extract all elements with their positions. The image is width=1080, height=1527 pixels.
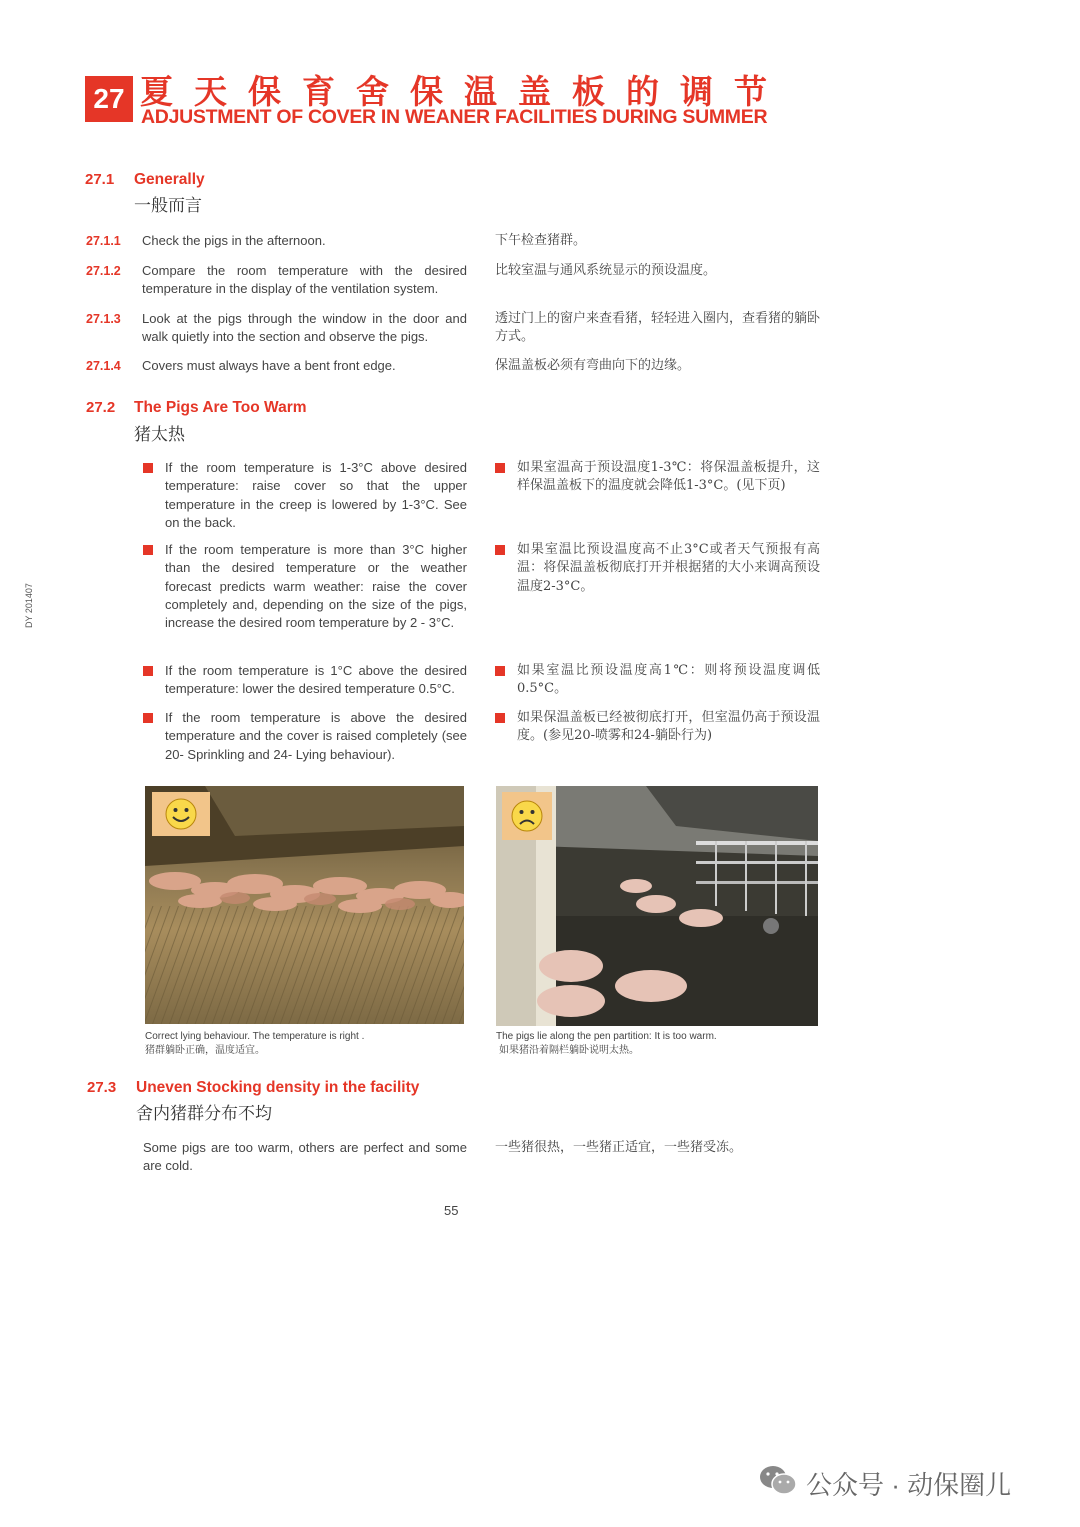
wechat-icon [758, 1463, 798, 1504]
bullet-text-cn: 如果室温高于预设温度1-3℃：将保温盖板提升，这样保温盖板下的温度就会降低1-3°C。(见下页) [517, 460, 820, 494]
sad-face-icon [502, 792, 552, 840]
item-number: 27.1.3 [86, 312, 121, 326]
bullet-text-en: If the room temperature is above the desired temperature and the cover is raised completely (see 20- Sprinkling and 24- Lying behaviour). [165, 710, 467, 762]
section-title-en: Generally [134, 171, 205, 188]
item-text-en: Compare the room temperature with the desired temperature in the display of the ventilation system. [142, 263, 467, 297]
page-number: 55 [444, 1203, 459, 1218]
section-number: 27.3 [87, 1079, 117, 1096]
item-text-cn: 比较室温与通风系统显示的预设温度。 [495, 263, 717, 278]
bullet-text-cn: 如果室温比预设温度高不止3°C或者天气预报有高温：将保温盖板彻底打开并根据猪的大小来调高预设温度2-3°C。 [517, 542, 820, 594]
item-number: 27.1.1 [86, 234, 121, 248]
side-code: DY 201407 [24, 583, 34, 628]
watermark [758, 1463, 1011, 1504]
section-number: 27.1 [85, 171, 115, 188]
item-text-cn: 下午检查猪群。 [495, 233, 587, 248]
section-title-cn: 舍内猪群分布不均 [136, 1104, 272, 1123]
bullet-text-cn: 如果保温盖板已经被彻底打开，但室温仍高于预设温度。(参见20-喷雾和24-躺卧行为) [517, 710, 820, 744]
section-title-en: The Pigs Are Too Warm [134, 399, 307, 416]
section-text-cn: 一些猪很热，一些猪正适宜，一些猪受冻。 [495, 1140, 743, 1155]
bullet-marker [143, 463, 153, 473]
bullet-marker [495, 666, 505, 676]
section-text-en: Some pigs are too warm, others are perfect and some are cold. [143, 1140, 467, 1174]
chapter-number: 27 [85, 76, 133, 122]
item-text-cn: 保温盖板必须有弯曲向下的边缘。 [495, 358, 691, 373]
item-text-cn: 透过门上的窗户来查看猪，轻轻进入圈内，查看猪的躺卧方式。 [495, 311, 821, 345]
item-number: 27.1.4 [86, 359, 121, 373]
photo-too-warm [496, 786, 818, 1026]
photo-caption-en: The pigs lie along the pen partition: It is too warm. [496, 1031, 717, 1042]
bullet-marker [495, 545, 505, 555]
item-text-en: Check the pigs in the afternoon. [142, 233, 326, 248]
section-title-cn: 猪太热 [134, 425, 185, 444]
bullet-marker [495, 463, 505, 473]
photo-caption-cn: 猪群躺卧正确，温度适宜。 [145, 1045, 265, 1056]
photo-caption-cn: 如果猪沿着隔栏躺卧说明太热。 [499, 1045, 639, 1056]
bullet-text-en: If the room temperature is 1-3°C above desired temperature: raise cover so that the upper temperature in the creep is lowered by 1-3°C. See on the back. [165, 460, 467, 530]
bullet-marker [143, 666, 153, 676]
watermark-text: 公众号 · 动保圈儿 [806, 1470, 1012, 1500]
bullet-marker [143, 545, 153, 555]
bullet-marker [495, 713, 505, 723]
photo-caption-en: Correct lying behaviour. The temperature is right . [145, 1031, 365, 1042]
bullet-text-en: If the room temperature is 1°C above the desired temperature: lower the desired temperature 0.5°C. [165, 663, 467, 697]
section-number: 27.2 [86, 399, 116, 416]
item-text-en: Look at the pigs through the window in the door and walk quietly into the section and observe the pigs. [142, 311, 467, 345]
happy-face-icon [152, 792, 210, 836]
photo-correct-lying [145, 786, 464, 1024]
chapter-title-cn: 夏天保育舍保温盖板的调节 [140, 73, 788, 110]
item-number: 27.1.2 [86, 264, 121, 278]
item-text-en: Covers must always have a bent front edge. [142, 358, 396, 373]
bullet-text-cn: 如果室温比预设温度高1℃：则将预设温度调低0.5°C。 [517, 663, 820, 697]
section-title-cn: 一般而言 [134, 196, 202, 215]
bullet-marker [143, 713, 153, 723]
bullet-text-en: If the room temperature is more than 3°C higher than the desired temperature or the weather forecast predicts warm weather: raise the cover completely and, depending on the size of the pigs, increase the desired room temperature by 2 - 3°C. [165, 542, 467, 631]
chapter-title-en: ADJUSTMENT OF COVER IN WEANER FACILITIES DURING SUMMER [141, 106, 768, 128]
section-title-en: Uneven Stocking density in the facility [136, 1079, 420, 1096]
